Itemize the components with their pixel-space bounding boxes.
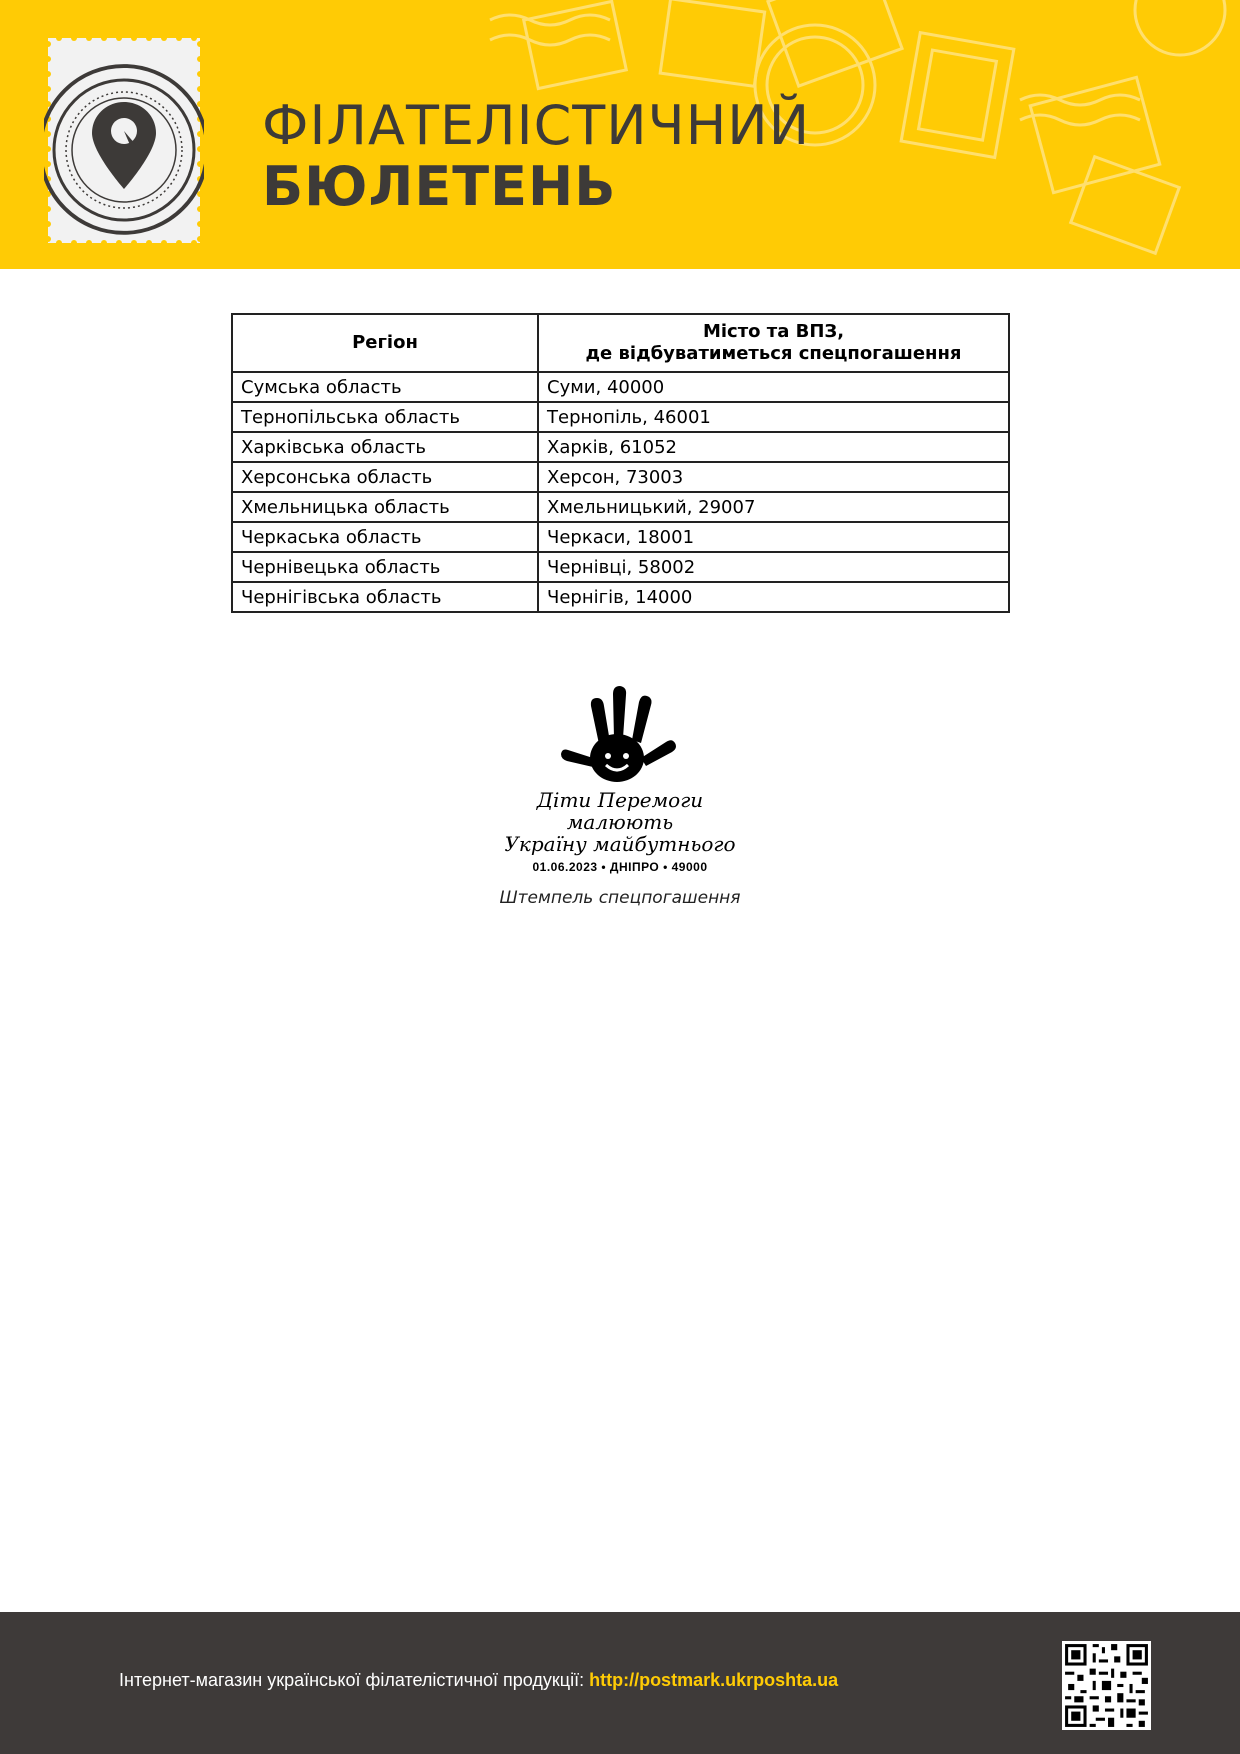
regions-table [231, 313, 1008, 613]
hand-smile-icon [500, 686, 740, 786]
table-row [232, 522, 1009, 552]
table-row [232, 492, 1009, 522]
city-cell: Черкаси, 18001 [538, 522, 1009, 552]
postmark-line-3: Україну майбутнього [504, 832, 736, 856]
table-row [232, 462, 1009, 492]
postmark-line-2: малюють [566, 810, 674, 834]
postmark-date: 01.06.2023 • ДНІПРО • 49000 [532, 860, 708, 874]
shop-link[interactable]: http://postmark.ukrposhta.ua [589, 1670, 839, 1690]
region-cell: Чернівецька область [232, 552, 538, 582]
city-cell: Чернівці, 58002 [538, 552, 1009, 582]
postmark-caption: Штемпель спецпогашення [499, 888, 741, 908]
region-cell: Хмельницька область [232, 492, 538, 522]
header-region: Регіон [232, 314, 538, 372]
table-row [232, 372, 1009, 402]
table-body [232, 372, 1009, 612]
region-cell: Чернігівська область [232, 582, 538, 612]
title-line-1: ФІЛАТЕЛІСТИЧНИЙ [262, 94, 811, 157]
region-cell: Херсонська область [232, 462, 538, 492]
city-cell: Херсон, 73003 [538, 462, 1009, 492]
header-city-line2: де відбуватиметься спецпогашення [585, 343, 962, 364]
region-cell: Сумська область [232, 372, 538, 402]
table-row [232, 432, 1009, 462]
bulletin-title [262, 96, 810, 218]
postmark-line-1: Діти Перемоги [536, 788, 704, 812]
postage-stamp-logo-icon [44, 34, 204, 247]
city-cell: Чернігів, 14000 [538, 582, 1009, 612]
table-header-row [232, 314, 1009, 372]
header-city [538, 314, 1009, 372]
city-cell: Тернопіль, 46001 [538, 402, 1009, 432]
title-line-2: БЮЛЕТЕНЬ [262, 155, 617, 218]
footer-label: Інтернет-магазин української філателістичної продукції: [119, 1670, 590, 1690]
table-row [232, 582, 1009, 612]
region-cell: Черкаська область [232, 522, 538, 552]
table-row [232, 552, 1009, 582]
footer-text [119, 1670, 838, 1691]
header-banner [0, 0, 1240, 269]
city-cell: Харків, 61052 [538, 432, 1009, 462]
city-cell: Суми, 40000 [538, 372, 1009, 402]
header-city-line1: Місто та ВПЗ, [702, 321, 845, 342]
region-cell: Тернопільська область [232, 402, 538, 432]
special-postmark [500, 686, 740, 876]
region-cell: Харківська область [232, 432, 538, 462]
city-cell: Хмельницький, 29007 [538, 492, 1009, 522]
table-row [232, 402, 1009, 432]
qr-code-icon[interactable] [1062, 1641, 1151, 1730]
